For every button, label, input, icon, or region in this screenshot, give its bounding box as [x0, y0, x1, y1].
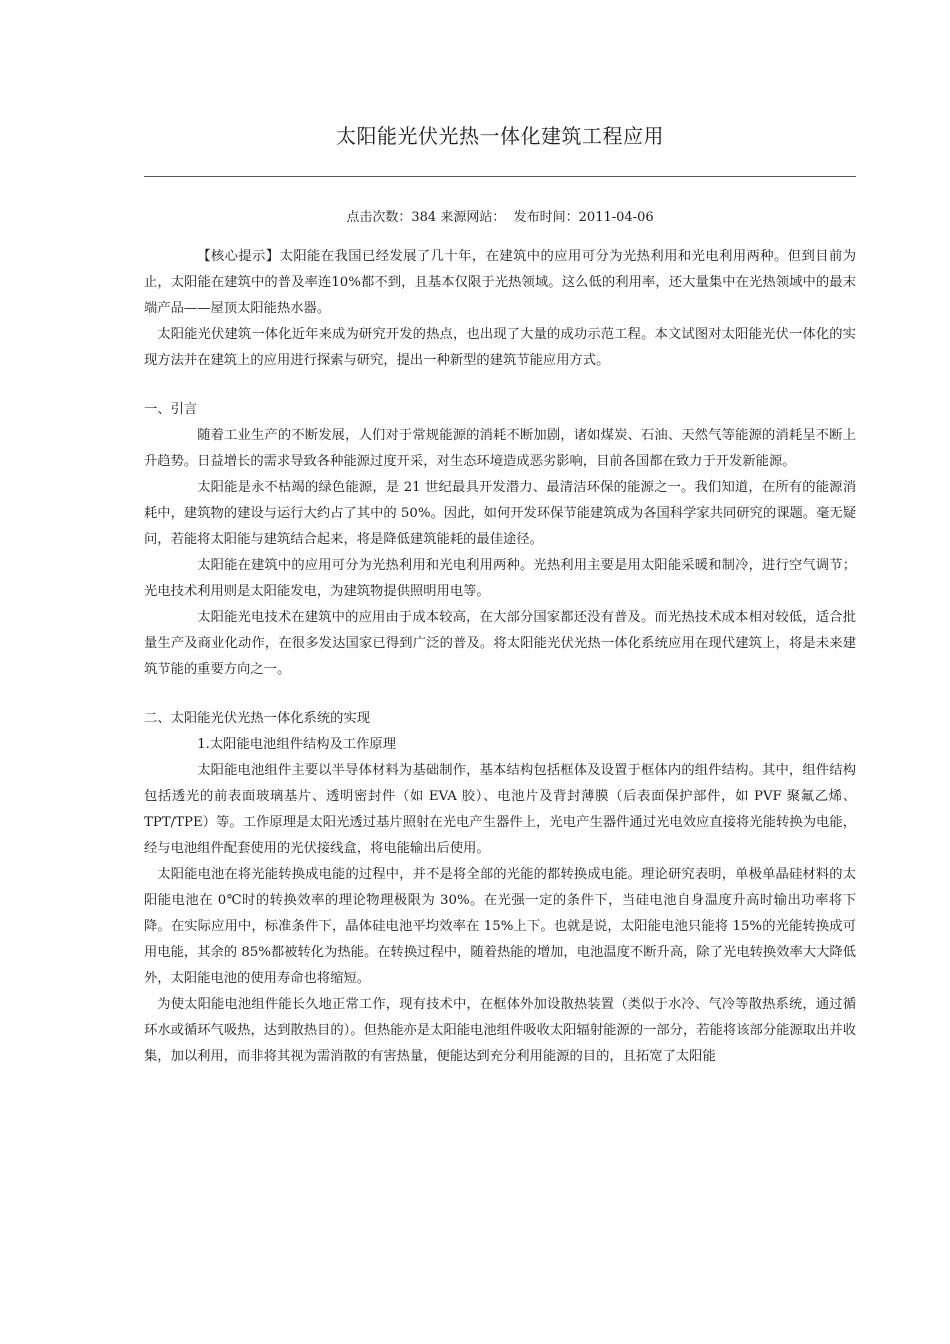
- click-count: 384: [411, 210, 437, 225]
- clicks-label: 点击次数：: [346, 210, 412, 225]
- article-body: [144, 244, 856, 1070]
- body-paragraph: 太阳能光电技术在建筑中的应用由于成本较高，在大部分国家都还没有普及。而光热技术成本相对较低，适合批量生产及商业化动作，在很多发达国家已得到广泛的普及。将太阳能光伏光热一体化系统应用在现代建筑上，将是未来建筑节能的重要方向之一。: [144, 610, 856, 677]
- article-title: 太阳能光伏光热一体化建筑工程应用: [336, 124, 664, 148]
- source-label: 来源网站：: [440, 210, 506, 225]
- core-tip-paragraph: 【核心提示】太阳能在我国已经发展了几十年，在建筑中的应用可分为光热利用和光电利用两种。但到目前为止，太阳能在建筑中的普及率连10%都不到，且基本仅限于光热领域。这么低的利用率，还大量集中在光热领域中的最末端产品——屋顶太阳能热水器。: [144, 249, 856, 316]
- body-paragraph: 太阳能是永不枯竭的绿色能源，是 21 世纪最具开发潜力、最清洁环保的能源之一。我们知道，在所有的能源消耗中，建筑物的建设与运行大约占了其中的 50%。因此，如何开发环保节能建筑成为各国科学家共同研究的课题。毫无疑问，若能将太阳能与建筑结合起来，将是降低建筑能耗的最佳途径。: [144, 480, 856, 547]
- article-meta: [0, 206, 950, 225]
- title-divider: [144, 176, 856, 177]
- body-paragraph: 太阳能电池在将光能转换成电能的过程中，并不是将全部的光能的都转换成电能。理论研究表明，单极单晶硅材料的太阳能电池在 0℃时的转换效率的理论物理极限为 30%。在光强一定的条件下，当硅电池自身温度升高时输出功率将下降。在实际应用中，标准条件下，晶体硅电池平均效率在 15%上下。也就是说，太阳能电池只能将 15%的光能转换成可用电能，其余的 85%都被转化为热能。在转换过程中，随着热能的增加，电池温度不断升高，除了光电转换效率大大降低外，太阳能电池的使用寿命也将缩短。: [144, 867, 856, 986]
- subsection-heading: 1.太阳能电池组件结构及工作原理: [197, 737, 397, 752]
- section-heading-introduction: 一、引言: [144, 402, 198, 417]
- section-heading-implementation: 二、太阳能光伏光热一体化系统的实现: [144, 711, 371, 726]
- body-paragraph: 太阳能在建筑中的应用可分为光热利用和光电利用两种。光热利用主要是用太阳能采暖和制冷，进行空气调节；光电技术利用则是太阳能发电，为建筑物提供照明用电等。: [144, 558, 856, 599]
- body-paragraph: 太阳能电池组件主要以半导体材料为基础制作，基本结构包括框体及设置于框体内的组件结构。其中，组件结构包括透光的前表面玻璃基片、透明密封件（如 EVA 胶）、电池片及背封薄膜（后表面保护部件，如 PVF 聚氟乙烯、TPT/TPE）等。工作原理是太阳光透过基片照射在光电产生器件上，光电产生器件通过光电效应直接将光能转换为电能，经与电池组件配套使用的光伏接线盒，将电能输出后使用。: [144, 763, 856, 856]
- intro-summary-paragraph: 太阳能光伏建筑一体化近年来成为研究开发的热点，也出现了大量的成功示范工程。本文试图对太阳能光伏一体化的实现方法并在建筑上的应用进行探索与研究，提出一种新型的建筑节能应用方式。: [144, 327, 856, 368]
- publish-label: 发布时间：: [513, 210, 579, 225]
- body-paragraph: 为使太阳能电池组件能长久地正常工作，现有技术中，在框体外加设散热装置（类似于水冷、气冷等散热系统，通过循环水或循环气吸热，达到散热目的）。但热能亦是太阳能电池组件吸收太阳辐射能源的一部分，若能将该部分能源取出并收集，加以利用，而非将其视为需消散的有害热量，便能达到充分利用能源的目的，且拓宽了太阳能: [144, 997, 856, 1064]
- body-paragraph: 随着工业生产的不断发展，人们对于常规能源的消耗不断加剧，诸如煤炭、石油、天然气等能源的消耗呈不断上升趋势。日益增长的需求导致各种能源过度开采，对生态环境造成恶劣影响，目前各国都在致力于开发新能源。: [144, 428, 856, 469]
- publish-date: 2011-04-06: [578, 210, 654, 225]
